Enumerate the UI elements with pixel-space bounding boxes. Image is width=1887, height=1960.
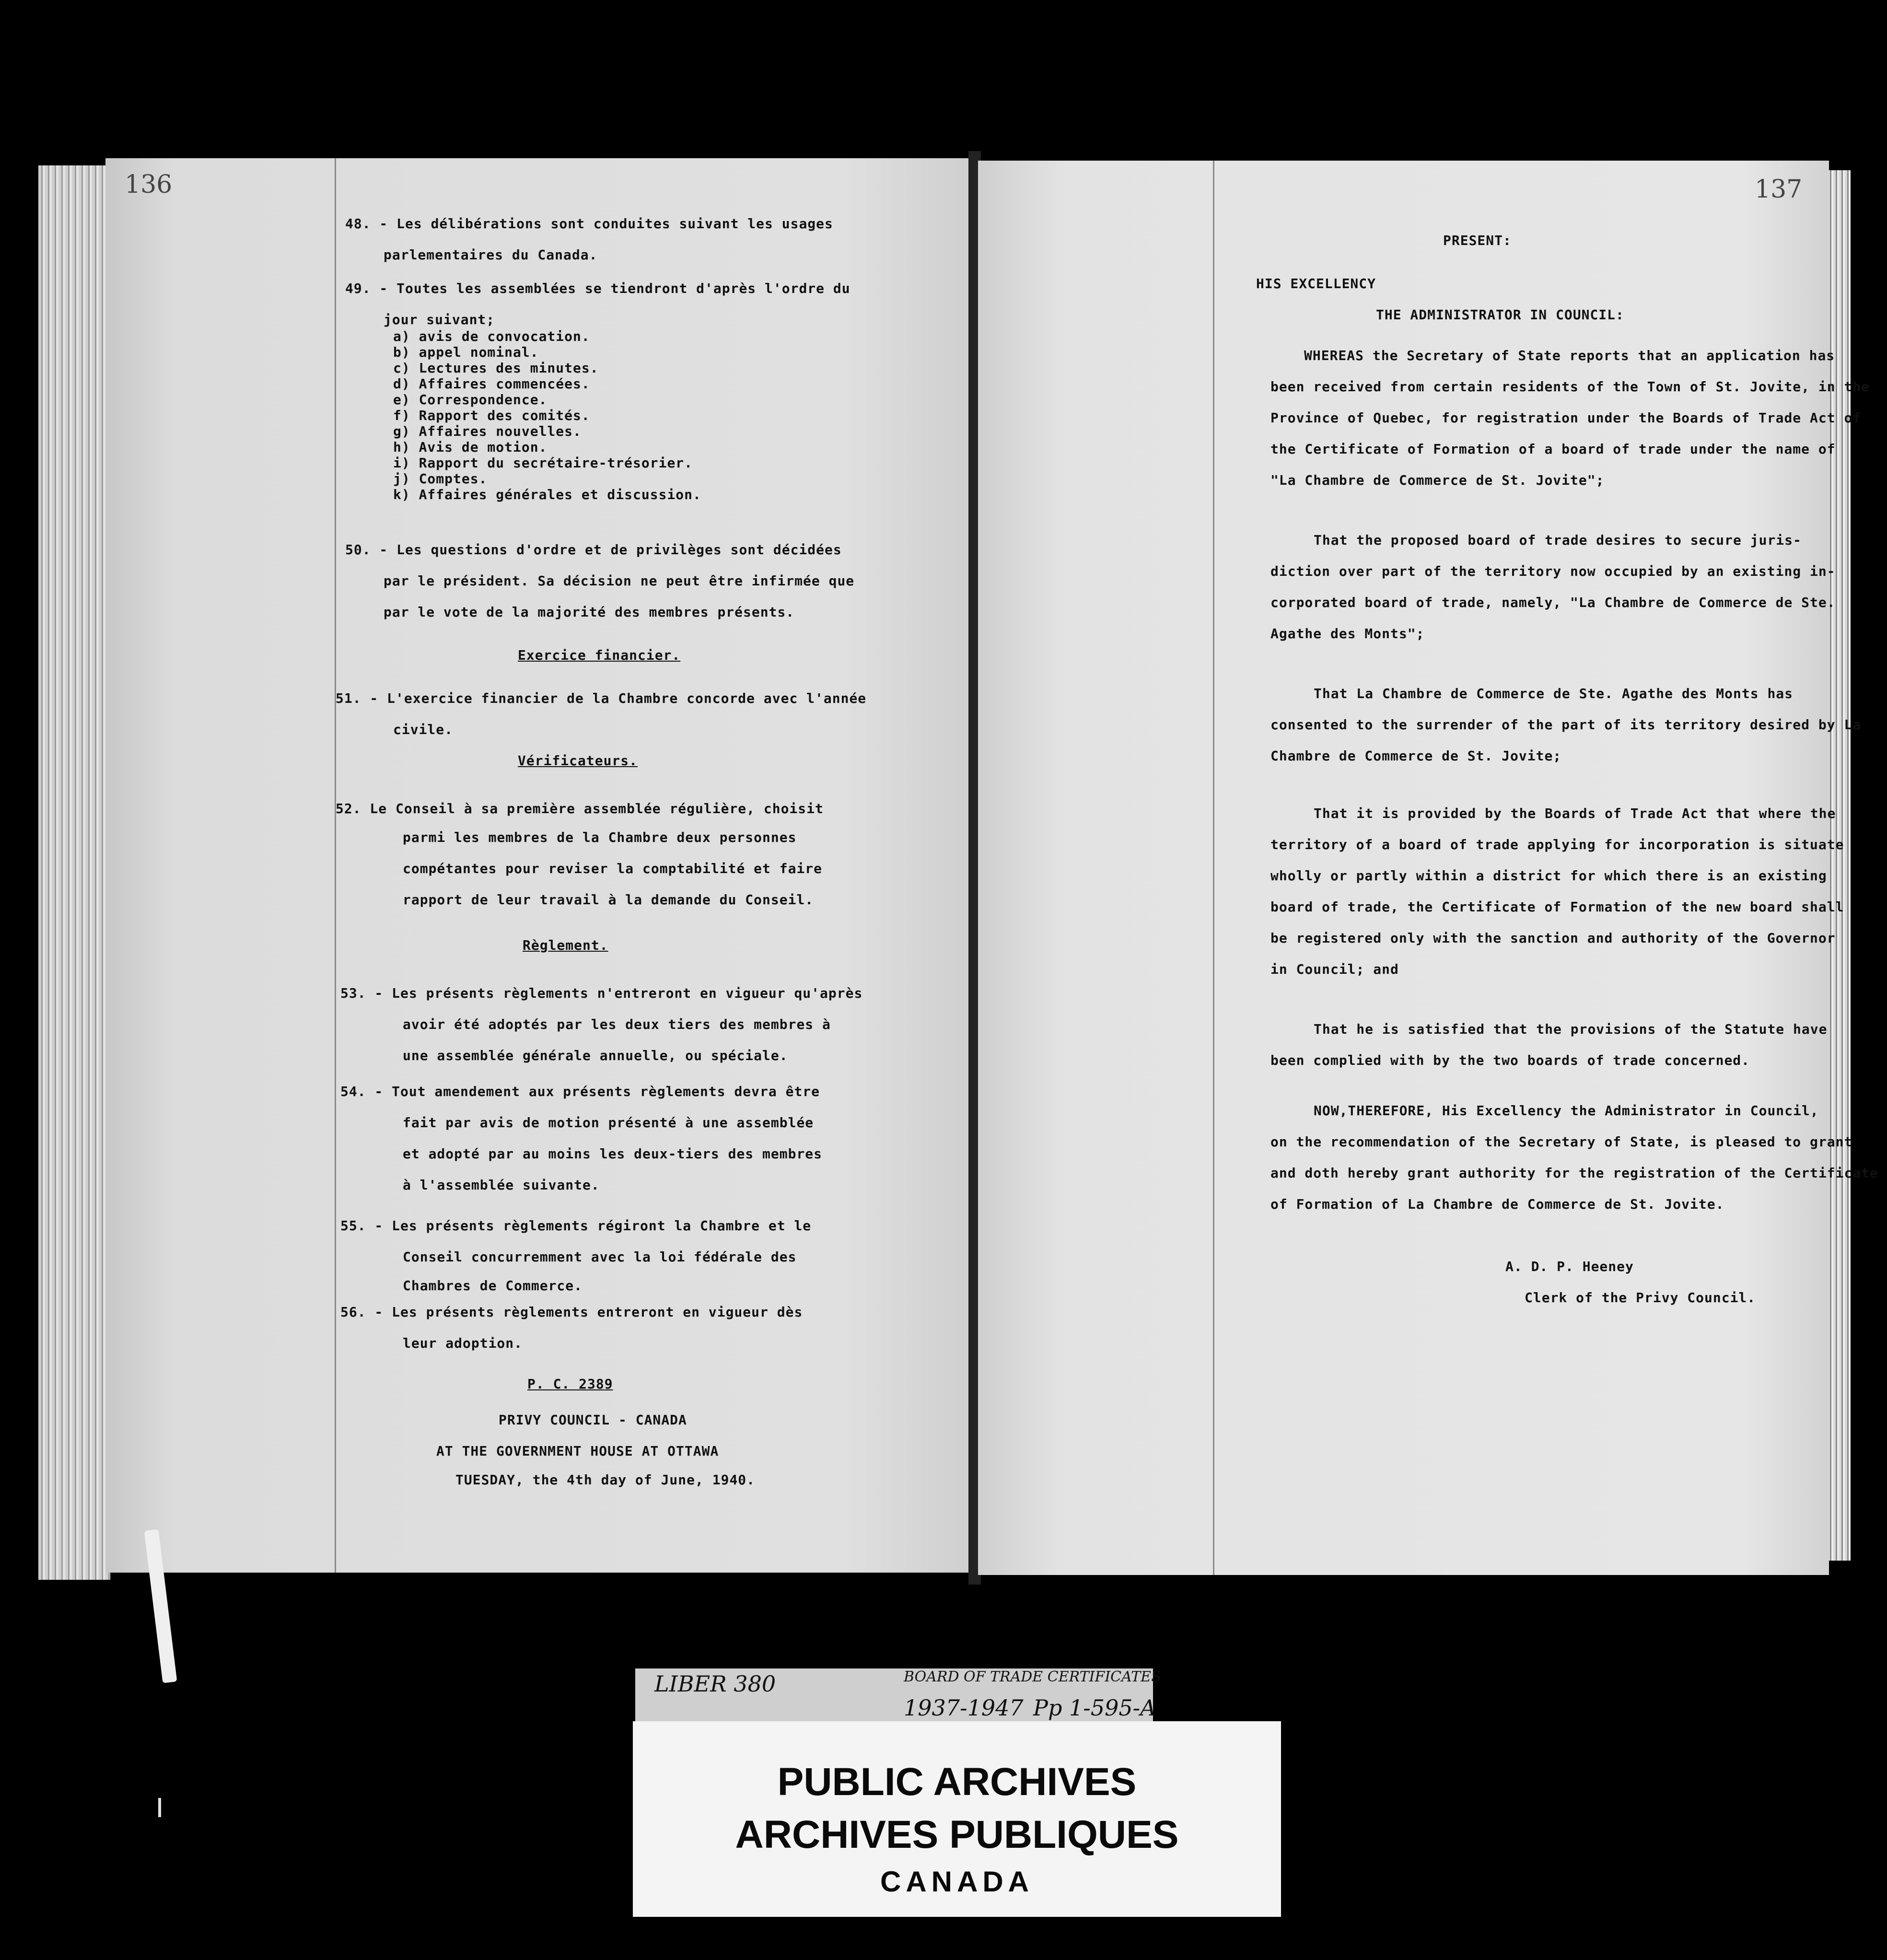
- left-page-text-line: c) Lectures des minutes.: [393, 360, 599, 376]
- left-page-text-line: avoir été adoptés par les deux tiers des membres à: [403, 1016, 831, 1032]
- right-page-text-line: be registered only with the sanction and authority of the Governor: [1270, 930, 1836, 946]
- left-page-text-line: 52. Le Conseil à sa première assemblée régulière, choisit: [336, 801, 824, 817]
- right-page-text-line: A. D. P. Heeney: [1505, 1259, 1634, 1274]
- right-page-text-line: and doth hereby grant authority for the registration of the Certificate: [1270, 1165, 1878, 1181]
- page-number: 137: [1755, 175, 1803, 204]
- right-page-text-line: in Council; and: [1270, 961, 1399, 977]
- left-page-text-line: parlementaires du Canada.: [384, 247, 598, 263]
- left-page-text-line: i) Rapport du secrétaire-trésorier.: [393, 455, 693, 471]
- archives-stamp: [633, 1721, 1281, 1917]
- left-page-text-line: g) Affaires nouvelles.: [393, 423, 582, 439]
- stamp-line-3: CANADA: [880, 1866, 1034, 1898]
- margin-rule: [1213, 161, 1214, 1575]
- left-page-text-line: j) Comptes.: [393, 471, 488, 487]
- right-page-text-line: That the proposed board of trade desires to secure juris-: [1314, 532, 1802, 548]
- right-page-text-line: That La Chambre de Commerce de Ste. Agathe des Monts has: [1314, 686, 1794, 701]
- left-page: [105, 158, 971, 1573]
- left-page-text-line: 53. - Les présents règlements n'entreront en vigueur qu'après: [340, 985, 863, 1001]
- left-page-text-line: Règlement.: [523, 937, 608, 953]
- right-page-text-line: HIS EXCELLENCY: [1256, 276, 1376, 292]
- right-page-text-line: Chambre de Commerce de St. Jovite;: [1270, 748, 1562, 764]
- left-page-text-line: civile.: [393, 722, 454, 737]
- right-page-text-line: territory of a board of trade applying for incorporation is situate: [1270, 837, 1844, 852]
- right-page-text-line: THE ADMINISTRATOR IN COUNCIL:: [1376, 307, 1624, 323]
- left-page-text-line: 56. - Les présents règlements entreront en vigueur dès: [340, 1304, 803, 1320]
- right-page-text-line: the Certificate of Formation of a board of trade under the name of: [1270, 441, 1836, 457]
- right-page-text-line: on the recommendation of the Secretary of State, is pleased to grant: [1270, 1134, 1853, 1150]
- left-page-text-line: fait par avis de motion présenté à une assemblée: [403, 1115, 814, 1131]
- left-page-text-line: Exercice financier.: [518, 647, 681, 663]
- left-page-text-line: Chambres de Commerce.: [403, 1278, 583, 1294]
- left-page-text-line: P. C. 2389: [527, 1376, 613, 1392]
- right-page-text-line: That it is provided by the Boards of Trade Act that where the: [1314, 805, 1836, 821]
- reflection-mark: [158, 1798, 161, 1817]
- right-page-text-line: WHEREAS the Secretary of State reports that an application has: [1304, 348, 1835, 363]
- right-page-text-line: wholly or partly within a district for which there is an existing: [1270, 868, 1827, 884]
- right-page-text-line: consented to the surrender of the part of its territory desired by La: [1270, 717, 1862, 733]
- left-page-text-line: 51. - L'exercice financier de la Chambre concorde avec l'année: [336, 690, 867, 706]
- left-page-text-line: par le président. Sa décision ne peut être infirmée que: [384, 573, 855, 589]
- left-page-text-line: k) Affaires générales et discussion.: [393, 487, 701, 502]
- left-page-text-line: rapport de leur travail à la demande du Conseil.: [403, 892, 814, 908]
- left-page-text-line: 55. - Les présents règlements régiront la Chambre et le: [340, 1218, 812, 1234]
- right-page-text-line: corporated board of trade, namely, "La Chambre de Commerce de Ste.: [1270, 595, 1836, 610]
- left-page-edges: [38, 165, 110, 1580]
- left-page-text-line: une assemblée générale annuelle, ou spéciale.: [403, 1048, 788, 1063]
- left-page-text-line: parmi les membres de la Chambre deux personnes: [403, 829, 797, 845]
- left-page-text-line: b) appel nominal.: [393, 344, 539, 360]
- left-page-text-line: 48. - Les délibérations sont conduites suivant les usages: [345, 216, 833, 232]
- right-page-text-line: NOW,THEREFORE, His Excellency the Administrator in Council,: [1314, 1103, 1819, 1119]
- left-page-text-line: a) avis de convocation.: [393, 328, 590, 344]
- label-title: BOARD OF TRADE CERTIFICATES: [904, 1668, 1161, 1685]
- label-liber: LIBER 380: [654, 1671, 776, 1697]
- left-page-text-line: par le vote de la majorité des membres présents.: [384, 604, 795, 620]
- right-page-text-line: Agathe des Monts";: [1270, 626, 1425, 642]
- right-page-text-line: of Formation of La Chambre de Commerce de St. Jovite.: [1270, 1196, 1724, 1212]
- left-page-text-line: à l'assemblée suivante.: [403, 1177, 600, 1193]
- right-page-text-line: PRESENT:: [1443, 233, 1512, 248]
- left-page-text-line: leur adoption.: [403, 1335, 523, 1351]
- left-page-text-line: PRIVY COUNCIL - CANADA: [499, 1412, 687, 1428]
- left-page-text-line: 49. - Toutes les assemblées se tiendront d'après l'ordre du: [345, 280, 850, 296]
- left-page-text-line: h) Avis de motion.: [393, 439, 547, 455]
- left-page-text-line: Conseil concurremment avec la loi fédérale des: [403, 1249, 797, 1265]
- left-page-text-line: e) Correspondence.: [393, 392, 547, 408]
- left-page-text-line: jour suivant;: [384, 312, 495, 327]
- right-page-text-line: "La Chambre de Commerce de St. Jovite";: [1270, 472, 1605, 488]
- left-page-text-line: TUESDAY, the 4th day of June, 1940.: [455, 1472, 756, 1488]
- right-page-text-line: diction over part of the territory now occupied by an existing in-: [1270, 563, 1836, 579]
- left-page-text-line: et adopté par au moins les deux-tiers des membres: [403, 1146, 823, 1162]
- right-page-text-line: been complied with by the two boards of trade concerned.: [1270, 1052, 1750, 1068]
- margin-rule: [335, 158, 336, 1573]
- left-page-text-line: AT THE GOVERNMENT HOUSE AT OTTAWA: [436, 1443, 719, 1459]
- right-page-text-line: That he is satisfied that the provisions of the Statute have: [1314, 1021, 1828, 1037]
- volume-label: [635, 1668, 1161, 1726]
- right-page-text-line: Clerk of the Privy Council.: [1525, 1290, 1756, 1306]
- label-years: 1937-1947: [904, 1695, 1024, 1721]
- left-page-text-line: Vérificateurs.: [518, 753, 638, 769]
- page-number: 136: [125, 170, 173, 199]
- right-page-text-line: Province of Quebec, for registration under the Boards of Trade Act of: [1270, 410, 1862, 426]
- label-pages: Pp 1-595-A: [1033, 1695, 1156, 1721]
- right-page-text-line: been received from certain residents of the Town of St. Jovite, in the: [1270, 379, 1870, 395]
- left-page-text-line: 50. - Les questions d'ordre et de privilèges sont décidées: [345, 542, 842, 558]
- left-page-text-line: compétantes pour reviser la comptabilité et faire: [403, 861, 823, 876]
- left-page-text-line: f) Rapport des comités.: [393, 408, 590, 423]
- right-page: [978, 161, 1878, 1575]
- left-page-text-line: 54. - Tout amendement aux présents règlements devra être: [340, 1084, 820, 1099]
- stamp-line-2: ARCHIVES PUBLIQUES: [735, 1813, 1179, 1856]
- right-page-text-line: board of trade, the Certificate of Formation of the new board shall: [1270, 899, 1844, 915]
- stamp-line-1: PUBLIC ARCHIVES: [777, 1760, 1137, 1804]
- left-page-text-line: d) Affaires commencées.: [393, 376, 590, 392]
